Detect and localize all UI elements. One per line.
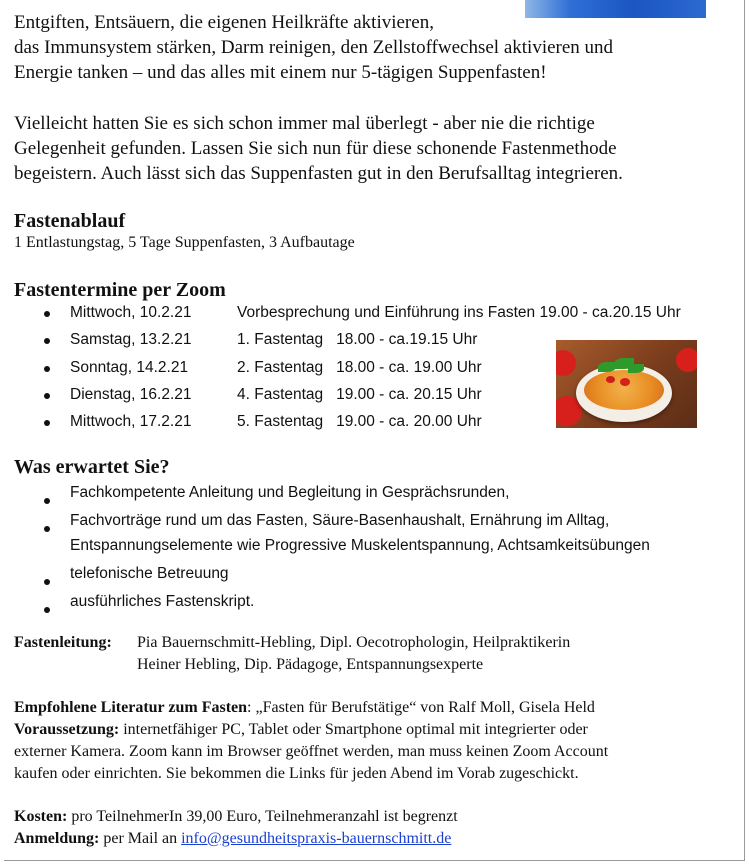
voraussetzung-line-1 (14, 719, 588, 741)
literatur-line (14, 697, 595, 719)
voraussetzung-label: Voraussetzung: (14, 721, 120, 738)
voraussetzung-line-2: externer Kamera. Zoom kann im Browser geöffnet werden, man muss keinen Zoom Account (14, 743, 609, 760)
leitung-line-1: Pia Bauernschmitt-Hebling, Dipl. Oecotrophologin, Heilpraktikerin (137, 634, 571, 651)
intro-line-6: begeistern. Auch lässt sich das Suppenfasten gut in den Berufsalltag integrieren. (14, 163, 623, 184)
intro-line-2: das Immunsystem stärken, Darm reinigen, den Zellstoffwechsel aktivieren und (14, 37, 614, 58)
termin-date: Samstag, 13.2.21 (70, 331, 192, 348)
literatur-label: Empfohlene Literatur zum Fasten (14, 699, 248, 716)
termin-desc: 4. Fastentag 19.00 - ca. 20.15 Uhr (237, 386, 482, 403)
termin-date: Sonntag, 14.2.21 (70, 359, 189, 376)
termine-heading: Fastentermine per Zoom (14, 279, 226, 301)
bullet (44, 366, 50, 372)
bullet (44, 311, 50, 317)
termin-date: Mittwoch, 17.2.21 (70, 413, 192, 430)
intro-line-1: Entgiften, Entsäuern, die eigenen Heilkräfte aktivieren, (14, 12, 434, 33)
anmeldung-line (14, 828, 451, 850)
erwartet-item: Fachkompetente Anleitung und Begleitung in Gesprächsrunden, (70, 484, 510, 501)
erwartet-heading: Was erwartet Sie? (14, 456, 170, 478)
erwartet-item: telefonische Betreuung (70, 565, 229, 582)
anmeldung-text: per Mail an (99, 830, 182, 847)
intro-line-5: Gelegenheit gefunden. Lassen Sie sich nun für diese schonende Fastenmethode (14, 138, 617, 159)
leitung-label: Fastenleitung: (14, 634, 112, 651)
top-photo-fragment (525, 0, 706, 18)
termin-desc: 1. Fastentag 18.00 - ca.19.15 Uhr (237, 331, 478, 348)
bullet (44, 526, 50, 532)
termin-desc: 5. Fastentag 19.00 - ca. 20.00 Uhr (237, 413, 482, 430)
erwartet-item: ausführliches Fastenskript. (70, 593, 255, 610)
kosten-line (14, 806, 458, 828)
intro-line-4: Vielleicht hatten Sie es sich schon immer mal überlegt - aber nie die richtige (14, 113, 595, 134)
voraussetzung-line-3: kaufen oder einrichten. Sie bekommen die Links für jeden Abend im Vorab zugeschickt. (14, 765, 579, 782)
termin-desc: Vorbesprechung und Einführung ins Fasten 19.00 - ca.20.15 Uhr (237, 304, 681, 321)
leitung-line-2: Heiner Hebling, Dip. Pädagoge, Entspannungsexperte (137, 656, 484, 673)
intro-line-3: Energie tanken – und das alles mit einem nur 5-tägigen Suppenfasten! (14, 62, 547, 83)
literatur-text: : „Fasten für Berufstätige“ von Ralf Moll, Gisela Held (247, 699, 595, 716)
voraussetzung-text: internetfähiger PC, Tablet oder Smartphone optimal mit integrierter oder (119, 721, 588, 738)
kosten-text: pro TeilnehmerIn 39,00 Euro, Teilnehmeranzahl ist begrenzt (67, 808, 458, 825)
anmeldung-label: Anmeldung: (14, 830, 100, 847)
kosten-label: Kosten: (14, 808, 68, 825)
bullet (44, 579, 50, 585)
bullet (44, 498, 50, 504)
ablauf-text: 1 Entlastungstag, 5 Tage Suppenfasten, 3 Aufbautage (14, 234, 355, 251)
erwartet-item-continued: Entspannungselemente wie Progressive Muskelentspannung, Achtsamkeitsübungen (70, 537, 650, 554)
bullet (44, 420, 50, 426)
email-link[interactable]: info@gesundheitspraxis-bauernschmitt.de (181, 830, 452, 847)
soup-bowl-photo (556, 340, 697, 428)
bullet (44, 607, 50, 613)
bullet (44, 393, 50, 399)
bullet (44, 338, 50, 344)
ablauf-heading: Fastenablauf (14, 210, 126, 232)
termin-date: Mittwoch, 10.2.21 (70, 304, 192, 321)
erwartet-item: Fachvorträge rund um das Fasten, Säure-Basenhaushalt, Ernährung im Alltag, (70, 512, 610, 529)
termin-date: Dienstag, 16.2.21 (70, 386, 192, 403)
termin-desc: 2. Fastentag 18.00 - ca. 19.00 Uhr (237, 359, 482, 376)
